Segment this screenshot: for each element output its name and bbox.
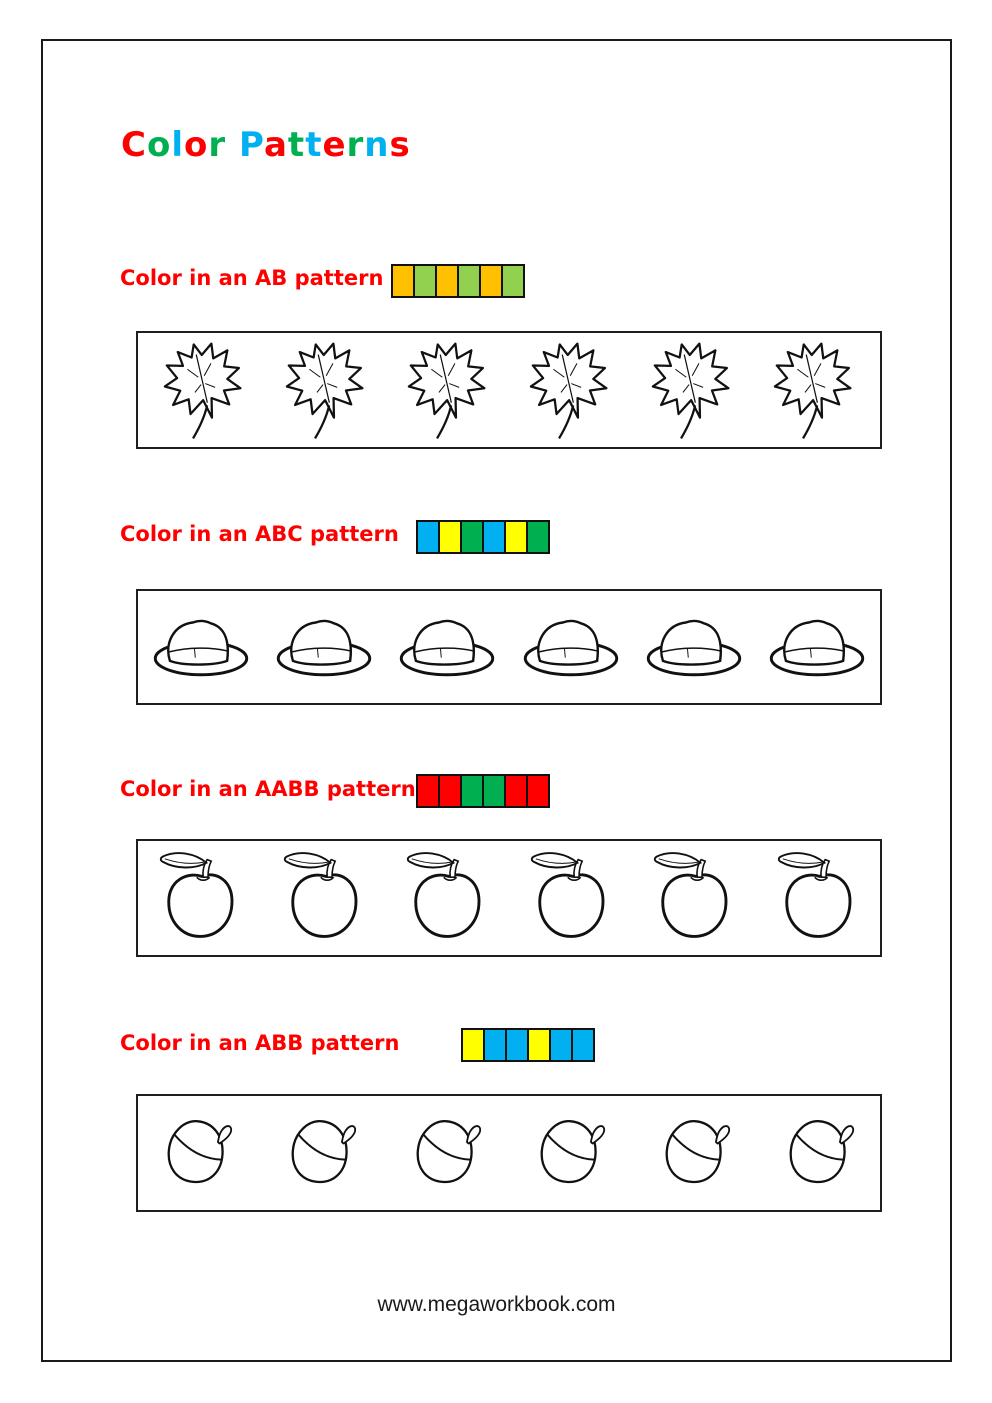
pattern-square — [527, 1028, 551, 1062]
pattern-square — [413, 264, 437, 298]
pattern-square — [460, 774, 484, 808]
title-letter: P — [238, 125, 264, 165]
title-letter: n — [364, 125, 390, 165]
section-label-abb: Color in an ABB pattern — [120, 1031, 400, 1055]
title-letter: l — [171, 125, 184, 165]
apple-icon — [770, 850, 866, 946]
pattern-square — [416, 520, 440, 554]
apple-icon — [523, 850, 619, 946]
items-box-acorns — [136, 1094, 882, 1212]
title-letter: C — [121, 125, 147, 165]
pattern-square — [482, 520, 506, 554]
pattern-key-abb — [461, 1028, 595, 1062]
page-title — [121, 125, 411, 165]
pattern-square — [504, 774, 528, 808]
hat-icon — [275, 614, 373, 680]
pattern-key-abc — [416, 520, 550, 554]
pattern-square — [391, 264, 415, 298]
acorn-icon — [276, 1111, 368, 1196]
acorn-icon — [401, 1111, 493, 1196]
pattern-square — [483, 1028, 507, 1062]
title-letter: t — [287, 125, 306, 165]
acorn-icon — [774, 1111, 866, 1196]
pattern-square — [460, 520, 484, 554]
pattern-square — [461, 1028, 485, 1062]
maple-leaf-icon — [152, 338, 256, 442]
pattern-square — [438, 520, 462, 554]
title-letter: r — [208, 125, 227, 165]
pattern-square — [457, 264, 481, 298]
pattern-square — [435, 264, 459, 298]
maple-leaf-icon — [518, 338, 622, 442]
pattern-square — [416, 774, 440, 808]
maple-leaf-icon — [396, 338, 500, 442]
apple-icon — [646, 850, 742, 946]
pattern-square — [526, 520, 550, 554]
pattern-square — [526, 774, 550, 808]
pattern-square — [549, 1028, 573, 1062]
items-box-apples — [136, 839, 882, 957]
items-box-leaves — [136, 331, 882, 449]
section-label-aabb: Color in an AABB pattern — [120, 777, 416, 801]
pattern-square — [505, 1028, 529, 1062]
acorn-icon — [152, 1111, 244, 1196]
footer-url: www.megaworkbook.com — [377, 1293, 616, 1316]
maple-leaf-icon — [640, 338, 744, 442]
pattern-square — [438, 774, 462, 808]
pattern-key-ab — [391, 264, 525, 298]
pattern-square — [482, 774, 506, 808]
acorn-icon — [650, 1111, 742, 1196]
apple-icon — [276, 850, 372, 946]
section-label-abc: Color in an ABC pattern — [120, 522, 399, 546]
hat-icon — [522, 614, 620, 680]
pattern-square — [504, 520, 528, 554]
pattern-square — [501, 264, 525, 298]
apple-icon — [399, 850, 495, 946]
maple-leaf-icon — [274, 338, 378, 442]
title-letter: r — [346, 125, 365, 165]
pattern-square — [479, 264, 503, 298]
hat-icon — [398, 614, 496, 680]
title-letter: o — [146, 125, 172, 165]
title-letter: e — [322, 125, 347, 165]
hat-icon — [768, 614, 866, 680]
title-letter: o — [183, 125, 209, 165]
title-letter: t — [305, 125, 323, 165]
title-letter — [226, 125, 239, 165]
hat-icon — [645, 614, 743, 680]
pattern-square — [571, 1028, 595, 1062]
items-box-hats — [136, 589, 882, 705]
pattern-key-aabb — [416, 774, 550, 808]
apple-icon — [152, 850, 248, 946]
section-label-ab: Color in an AB pattern — [120, 266, 384, 290]
title-letter: a — [263, 125, 288, 165]
acorn-icon — [525, 1111, 617, 1196]
hat-icon — [152, 614, 250, 680]
worksheet-page — [41, 39, 952, 1362]
maple-leaf-icon — [762, 338, 866, 442]
title-letter: s — [389, 125, 411, 165]
